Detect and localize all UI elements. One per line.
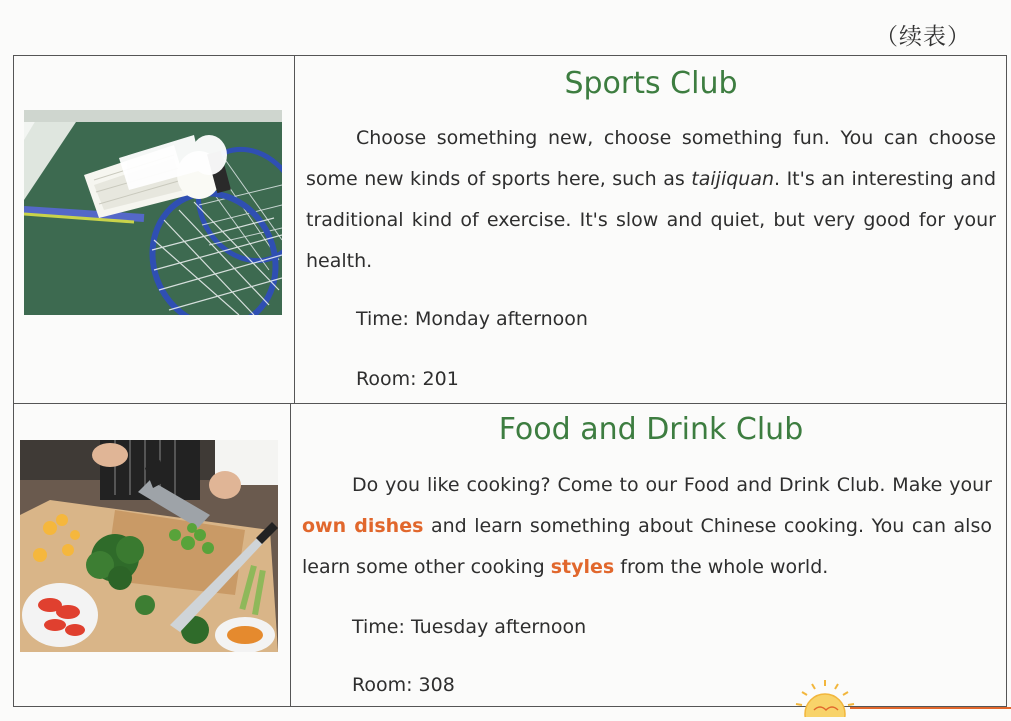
club-time-food: Time: Tuesday afternoon [352,616,587,638]
club-title-food: Food and Drink Club [498,412,804,447]
club-time-sports: Time: Monday afternoon [356,308,588,330]
decorative-rule [850,707,1011,709]
club-room-food: Room: 308 [352,674,455,696]
desc-text: from the whole world. [614,556,829,578]
desc-text: Do you like cooking? Come to our Food and Drink Club. Make your [352,474,992,496]
desc-text: Choose something new, choose something fun. You can choose some new kinds of sports here, such as [306,127,996,190]
cooking-photo [20,440,278,652]
club-table [13,55,1007,707]
highlight-phrase: styles [550,556,615,578]
sun-icon [790,678,860,721]
table-row-sports-club [14,56,1006,404]
club-room-sports: Room: 201 [356,368,459,390]
club-description-sports [306,118,996,282]
column-divider [294,56,295,403]
highlight-phrase: own dishes [302,515,424,537]
badminton-photo [24,110,282,315]
club-title-sports: Sports Club [564,66,738,101]
club-description-food [302,465,992,588]
table-row-food-club [14,404,1006,706]
continued-label: （续表） [875,24,971,50]
desc-text: . It's an interesting and traditional kind of exercise. It's slow and quiet, but very good for your health. [306,168,996,272]
desc-italic-term: taijiquan [691,168,775,190]
column-divider [290,404,291,706]
desc-text: and learn something about Chinese cooking. You can also learn some other cooking [302,515,992,578]
